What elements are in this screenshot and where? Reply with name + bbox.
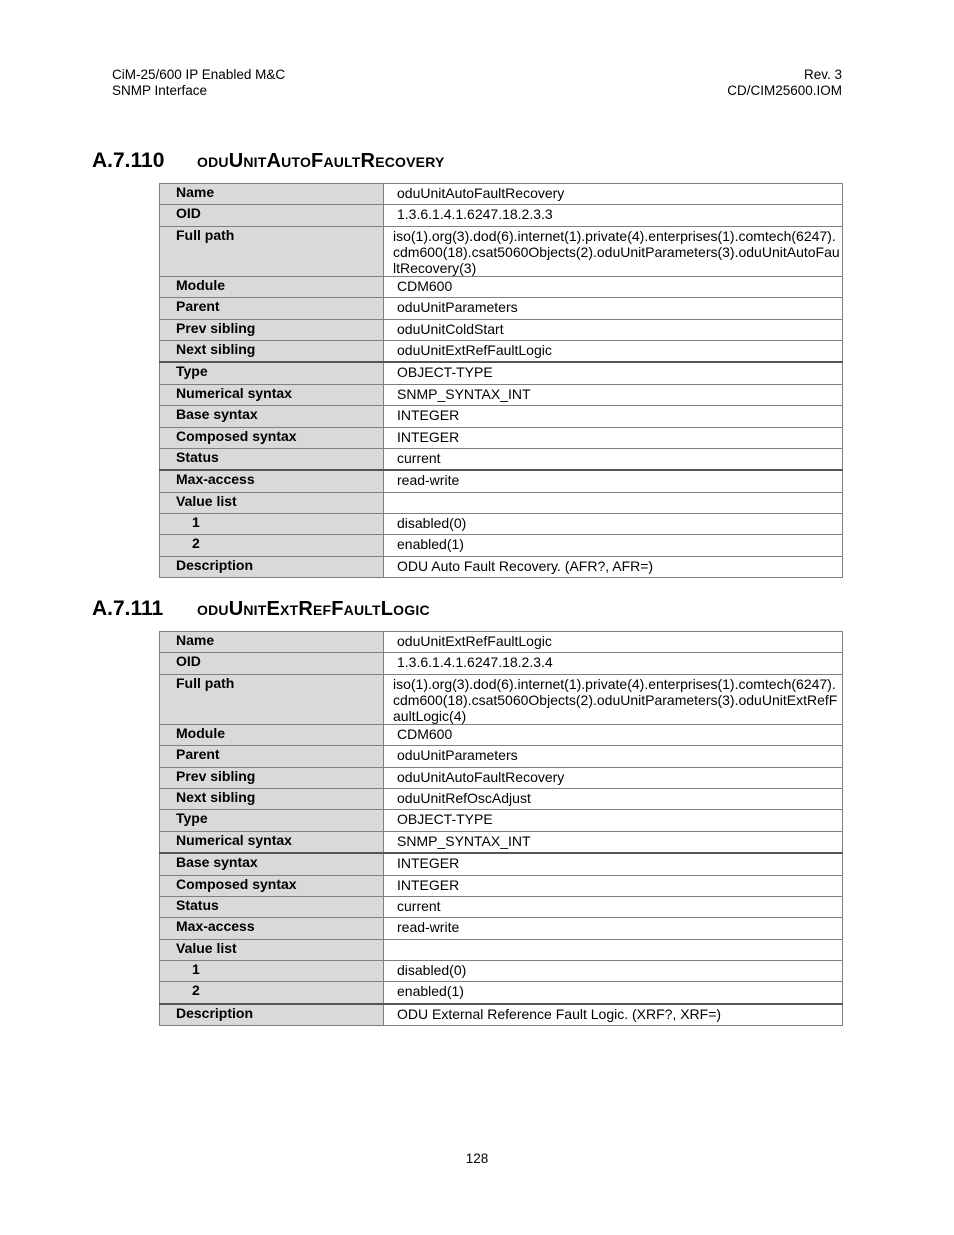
table-row (160, 831, 843, 853)
row-value: OBJECT-TYPE (384, 362, 843, 384)
row-label: Prev sibling (160, 767, 384, 788)
table-row (160, 492, 843, 513)
row-value: oduUnitParameters (384, 298, 843, 319)
table-row (160, 556, 843, 577)
row-label: Parent (160, 746, 384, 767)
row-label: Type (160, 362, 384, 384)
value-name: disabled(0) (384, 961, 843, 982)
row-label: Numerical syntax (160, 384, 384, 405)
table-row (160, 298, 843, 319)
table-row (160, 896, 843, 917)
row-label: Numerical syntax (160, 831, 384, 853)
value-key: 2 (160, 535, 384, 556)
row-label: Module (160, 724, 384, 745)
mib-object-table (159, 631, 843, 1026)
document-header-right (727, 67, 842, 99)
row-label: Type (160, 810, 384, 831)
row-label: OID (160, 653, 384, 674)
table-row (160, 319, 843, 340)
row-label: Parent (160, 298, 384, 319)
row-label: Full path (160, 674, 384, 724)
table-row (160, 535, 843, 556)
table-row (160, 362, 843, 384)
row-value: ODU External Reference Fault Logic. (XRF?, XRF=) (384, 1004, 843, 1026)
row-value: INTEGER (384, 406, 843, 427)
row-value: 1.3.6.1.4.1.6247.18.2.3.3 (384, 205, 843, 226)
row-label: Max-access (160, 918, 384, 939)
row-value: read-write (384, 918, 843, 939)
table-row (160, 276, 843, 297)
table-row (160, 918, 843, 939)
row-value: current (384, 448, 843, 470)
row-label: Full path (160, 226, 384, 276)
row-value: INTEGER (384, 427, 843, 448)
row-value: oduUnitColdStart (384, 319, 843, 340)
row-value: OBJECT-TYPE (384, 810, 843, 831)
row-label: OID (160, 205, 384, 226)
row-label: Prev sibling (160, 319, 384, 340)
value-name: disabled(0) (384, 514, 843, 535)
mib-object-table (159, 183, 843, 578)
table-row (160, 205, 843, 226)
row-label: Composed syntax (160, 427, 384, 448)
value-key: 1 (160, 514, 384, 535)
table-row (160, 767, 843, 788)
table-row (160, 746, 843, 767)
table-row (160, 226, 843, 276)
table-row (160, 810, 843, 831)
row-value: oduUnitRefOscAdjust (384, 788, 843, 809)
row-label: Value list (160, 492, 384, 513)
table-row (160, 653, 843, 674)
value-key: 2 (160, 982, 384, 1004)
header-doc-id: CD/CIM25600.IOM (727, 83, 842, 98)
row-label: Description (160, 556, 384, 577)
header-revision: Rev. 3 (803, 67, 842, 82)
value-name: enabled(1) (384, 535, 843, 556)
row-label: Name (160, 184, 384, 205)
row-value: oduUnitExtRefFaultLogic (384, 632, 843, 653)
row-value: INTEGER (384, 875, 843, 896)
row-label: Description (160, 1004, 384, 1026)
row-label: Next sibling (160, 340, 384, 362)
row-value: SNMP_SYNTAX_INT (384, 384, 843, 405)
section-number: A.7.110 (92, 149, 165, 172)
row-value: oduUnitAutoFaultRecovery (384, 184, 843, 205)
table-row (160, 406, 843, 427)
table-row (160, 961, 843, 982)
table-row (160, 384, 843, 405)
value-name: enabled(1) (384, 982, 843, 1004)
header-product: CiM-25/600 IP Enabled M&C (112, 67, 286, 82)
section-heading (92, 597, 430, 621)
row-value: oduUnitParameters (384, 746, 843, 767)
row-label: Status (160, 896, 384, 917)
table-row (160, 724, 843, 745)
row-value: oduUnitExtRefFaultLogic (384, 340, 843, 362)
section-title: oduUnitAutoFaultRecovery (197, 150, 445, 172)
table-row (160, 875, 843, 896)
table-row (160, 982, 843, 1004)
row-label: Max-access (160, 470, 384, 492)
table-row (160, 674, 843, 724)
table-row (160, 470, 843, 492)
table-row (160, 427, 843, 448)
row-value: 1.3.6.1.4.1.6247.18.2.3.4 (384, 653, 843, 674)
row-value (384, 939, 843, 960)
row-label: Base syntax (160, 406, 384, 427)
row-value: iso(1).org(3).dod(6).internet(1).private(4).enterprises(1).comtech(6247).cdm600(18).csat5060Objects(2).oduUnitParameters(3).oduUnitExtRefFaultLogic(4) (384, 674, 843, 724)
row-label: Module (160, 276, 384, 297)
row-label: Name (160, 632, 384, 653)
row-value: INTEGER (384, 853, 843, 875)
table-row (160, 184, 843, 205)
row-value: read-write (384, 470, 843, 492)
page-number: 128 (465, 1151, 489, 1166)
row-value: CDM600 (384, 276, 843, 297)
table-row (160, 632, 843, 653)
row-label: Composed syntax (160, 875, 384, 896)
row-value: current (384, 896, 843, 917)
row-value: CDM600 (384, 724, 843, 745)
table-row (160, 853, 843, 875)
row-value: oduUnitAutoFaultRecovery (384, 767, 843, 788)
table-row (160, 1004, 843, 1026)
row-value: ODU Auto Fault Recovery. (AFR?, AFR=) (384, 556, 843, 577)
row-label: Base syntax (160, 853, 384, 875)
row-label: Value list (160, 939, 384, 960)
table-row (160, 939, 843, 960)
row-label: Status (160, 448, 384, 470)
table-row (160, 788, 843, 809)
table-row (160, 514, 843, 535)
table-row (160, 448, 843, 470)
row-value (384, 492, 843, 513)
section-title: oduUnitExtRefFaultLogic (197, 598, 430, 620)
row-value: SNMP_SYNTAX_INT (384, 831, 843, 853)
table-row (160, 340, 843, 362)
header-subtitle: SNMP Interface (112, 83, 208, 98)
section-heading (92, 149, 445, 173)
document-header-left (112, 67, 285, 99)
section-number: A.7.111 (92, 597, 164, 620)
row-value: iso(1).org(3).dod(6).internet(1).private(4).enterprises(1).comtech(6247).cdm600(18).csat5060Objects(2).oduUnitParameters(3).oduUnitAutoFaultRecovery(3) (384, 226, 843, 276)
row-label: Next sibling (160, 788, 384, 809)
value-key: 1 (160, 961, 384, 982)
